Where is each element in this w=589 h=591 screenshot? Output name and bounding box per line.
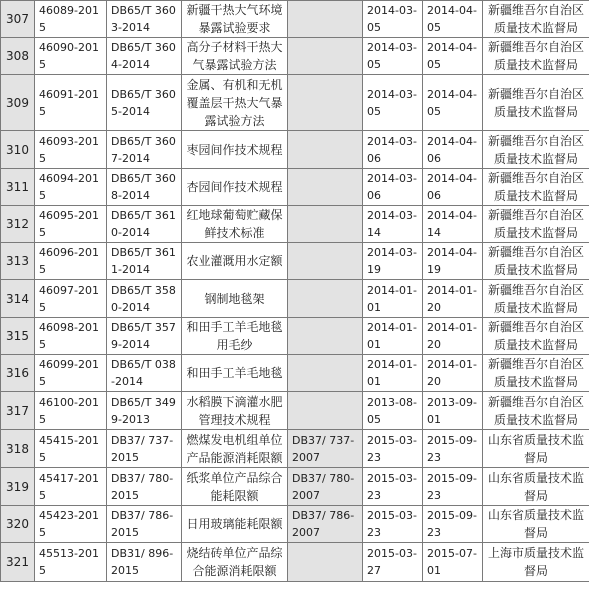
record-code: 46094-2015 (35, 169, 107, 206)
effective-date: 2015-07-01 (423, 543, 483, 582)
effective-date: 2014-01-20 (423, 318, 483, 355)
standard-name: 日用玻璃能耗限额 (182, 506, 288, 543)
issue-date: 2014-03-14 (363, 206, 423, 243)
effective-date: 2014-04-05 (423, 38, 483, 75)
standard-number: DB37/ 786-2015 (107, 506, 182, 543)
standard-name: 和田手工羊毛地毯用毛纱 (182, 318, 288, 355)
effective-date: 2014-01-20 (423, 355, 483, 392)
record-code: 46091-2015 (35, 75, 107, 131)
replaced-standard (288, 543, 363, 582)
standard-number: DB65/T 3579-2014 (107, 318, 182, 355)
table-row (1, 468, 589, 506)
replaced-standard (288, 243, 363, 280)
replaced-standard: DB37/ 737-2007 (288, 430, 363, 468)
issue-date: 2014-03-06 (363, 131, 423, 169)
table-body (1, 1, 589, 582)
issue-date: 2013-08-05 (363, 392, 423, 430)
standard-number: DB65/T 3608-2014 (107, 169, 182, 206)
record-code: 45415-2015 (35, 430, 107, 468)
issuing-authority: 新疆维吾尔自治区质量技术监督局 (483, 280, 589, 318)
row-number: 316 (1, 355, 35, 392)
standard-number: DB65/T 3604-2014 (107, 38, 182, 75)
table-row (1, 1, 589, 38)
standard-name: 水稻膜下滴灌水肥管理技术规程 (182, 392, 288, 430)
record-code: 46090-2015 (35, 38, 107, 75)
record-code: 46097-2015 (35, 280, 107, 318)
issue-date: 2014-03-06 (363, 169, 423, 206)
replaced-standard (288, 206, 363, 243)
issuing-authority: 新疆维吾尔自治区质量技术监督局 (483, 392, 589, 430)
issue-date: 2015-03-23 (363, 468, 423, 506)
row-number: 310 (1, 131, 35, 169)
row-number: 318 (1, 430, 35, 468)
issuing-authority: 新疆维吾尔自治区质量技术监督局 (483, 38, 589, 75)
issuing-authority: 新疆维吾尔自治区质量技术监督局 (483, 206, 589, 243)
standard-number: DB65/T 3607-2014 (107, 131, 182, 169)
issuing-authority: 新疆维吾尔自治区质量技术监督局 (483, 75, 589, 131)
replaced-standard (288, 280, 363, 318)
row-number: 317 (1, 392, 35, 430)
row-number: 311 (1, 169, 35, 206)
table-row (1, 280, 589, 318)
row-number: 312 (1, 206, 35, 243)
row-number: 314 (1, 280, 35, 318)
table-row (1, 38, 589, 75)
issuing-authority: 新疆维吾尔自治区质量技术监督局 (483, 243, 589, 280)
record-code: 46100-2015 (35, 392, 107, 430)
table-row (1, 131, 589, 169)
row-number: 307 (1, 1, 35, 38)
table-row (1, 243, 589, 280)
record-code: 45417-2015 (35, 468, 107, 506)
replaced-standard (288, 169, 363, 206)
effective-date: 2014-04-19 (423, 243, 483, 280)
effective-date: 2015-09-23 (423, 468, 483, 506)
issue-date: 2014-03-05 (363, 38, 423, 75)
issuing-authority: 山东省质量技术监督局 (483, 506, 589, 543)
standard-number: DB65/T 3603-2014 (107, 1, 182, 38)
issuing-authority: 新疆维吾尔自治区质量技术监督局 (483, 169, 589, 206)
issue-date: 2015-03-27 (363, 543, 423, 582)
replaced-standard (288, 318, 363, 355)
effective-date: 2014-04-14 (423, 206, 483, 243)
record-code: 46096-2015 (35, 243, 107, 280)
standard-name: 农业灌溉用水定额 (182, 243, 288, 280)
table-row (1, 75, 589, 131)
row-number: 319 (1, 468, 35, 506)
record-code: 45513-2015 (35, 543, 107, 582)
standard-number: DB31/ 896-2015 (107, 543, 182, 582)
standard-name: 钢制地毯架 (182, 280, 288, 318)
issue-date: 2014-03-19 (363, 243, 423, 280)
replaced-standard: DB37/ 786-2007 (288, 506, 363, 543)
issuing-authority: 山东省质量技术监督局 (483, 468, 589, 506)
issue-date: 2014-03-05 (363, 1, 423, 38)
effective-date: 2014-04-05 (423, 1, 483, 38)
replaced-standard (288, 38, 363, 75)
standard-number: DB65/T 3610-2014 (107, 206, 182, 243)
row-number: 308 (1, 38, 35, 75)
effective-date: 2015-09-23 (423, 506, 483, 543)
table-row (1, 392, 589, 430)
table-row (1, 169, 589, 206)
standard-name: 枣园间作技术规程 (182, 131, 288, 169)
issuing-authority: 新疆维吾尔自治区质量技术监督局 (483, 318, 589, 355)
standard-number: DB37/ 780-2015 (107, 468, 182, 506)
effective-date: 2014-01-20 (423, 280, 483, 318)
effective-date: 2014-04-06 (423, 169, 483, 206)
replaced-standard (288, 75, 363, 131)
row-number: 309 (1, 75, 35, 131)
replaced-standard (288, 355, 363, 392)
row-number: 315 (1, 318, 35, 355)
standard-name: 红地球葡萄贮藏保鲜技术标准 (182, 206, 288, 243)
table-row (1, 506, 589, 543)
replaced-standard: DB37/ 780-2007 (288, 468, 363, 506)
issuing-authority: 山东省质量技术监督局 (483, 430, 589, 468)
record-code: 45423-2015 (35, 506, 107, 543)
standard-number: DB65/T 3499-2013 (107, 392, 182, 430)
standard-name: 高分子材料干热大气暴露试验方法 (182, 38, 288, 75)
issue-date: 2014-01-01 (363, 280, 423, 318)
record-code: 46089-2015 (35, 1, 107, 38)
issuing-authority: 新疆维吾尔自治区质量技术监督局 (483, 131, 589, 169)
standard-name: 燃煤发电机组单位产品能源消耗限额 (182, 430, 288, 468)
standard-name: 金属、有机和无机覆盖层干热大气暴露试验方法 (182, 75, 288, 131)
issue-date: 2014-01-01 (363, 355, 423, 392)
record-code: 46095-2015 (35, 206, 107, 243)
record-code: 46099-2015 (35, 355, 107, 392)
replaced-standard (288, 1, 363, 38)
standard-name: 纸浆单位产品综合能耗限额 (182, 468, 288, 506)
standard-name: 新疆干热大气环境暴露试验要求 (182, 1, 288, 38)
issuing-authority: 新疆维吾尔自治区质量技术监督局 (483, 1, 589, 38)
standard-number: DB65/T 3605-2014 (107, 75, 182, 131)
issue-date: 2015-03-23 (363, 506, 423, 543)
table-row (1, 430, 589, 468)
standard-number: DB65/T 3580-2014 (107, 280, 182, 318)
standard-number: DB37/ 737-2015 (107, 430, 182, 468)
effective-date: 2013-09-01 (423, 392, 483, 430)
table-row (1, 206, 589, 243)
issue-date: 2014-03-05 (363, 75, 423, 131)
table-row (1, 355, 589, 392)
standard-name: 烧结砖单位产品综合能源消耗限额 (182, 543, 288, 582)
table-row (1, 543, 589, 582)
replaced-standard (288, 392, 363, 430)
record-code: 46093-2015 (35, 131, 107, 169)
standard-number: DB65/T 3611-2014 (107, 243, 182, 280)
effective-date: 2014-04-06 (423, 131, 483, 169)
table-row (1, 318, 589, 355)
effective-date: 2014-04-05 (423, 75, 483, 131)
replaced-standard (288, 131, 363, 169)
standard-name: 和田手工羊毛地毯 (182, 355, 288, 392)
row-number: 321 (1, 543, 35, 582)
standard-name: 杏园间作技术规程 (182, 169, 288, 206)
effective-date: 2015-09-23 (423, 430, 483, 468)
issue-date: 2014-01-01 (363, 318, 423, 355)
record-code: 46098-2015 (35, 318, 107, 355)
standard-number: DB65/T 038-2014 (107, 355, 182, 392)
issuing-authority: 上海市质量技术监督局 (483, 543, 589, 582)
issuing-authority: 新疆维吾尔自治区质量技术监督局 (483, 355, 589, 392)
row-number: 313 (1, 243, 35, 280)
row-number: 320 (1, 506, 35, 543)
issue-date: 2015-03-23 (363, 430, 423, 468)
